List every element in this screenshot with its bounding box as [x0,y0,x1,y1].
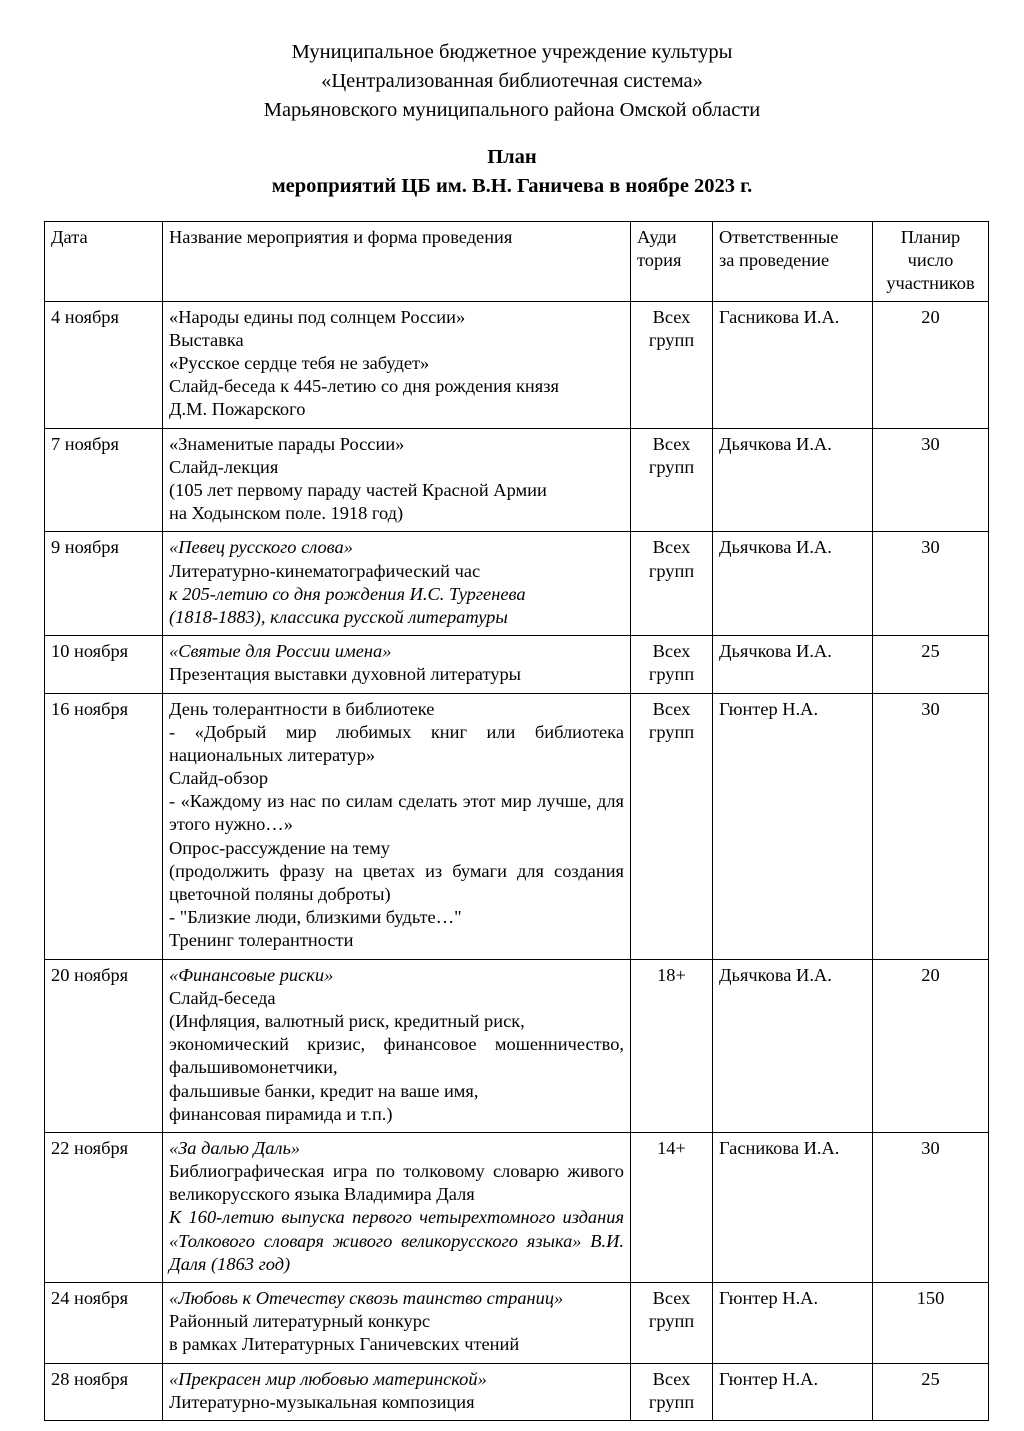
audience-line2: групп [648,1391,695,1412]
event-line: (105 лет первому параду частей Красной Армии [169,480,547,501]
table-row [45,959,989,1132]
event-line: Литературно-кинематографический час [169,560,481,581]
event-line: в рамках Литературных Ганичевских чтений [169,1334,520,1355]
event-line: - «Добрый мир любимых книг или библиотека национальных литератур» [169,721,624,765]
cell-event-name [163,1283,631,1364]
event-line: «Любовь к Отечеству сквозь таинство страниц» [169,1288,564,1309]
cell-audience [631,693,713,959]
cell-date: 20 ноября [45,959,163,1132]
event-line: Слайд-беседа к 445-летию со дня рождения князя [169,376,559,397]
event-line: День толерантности в библиотеке [169,698,435,719]
table-row [45,1363,989,1420]
cell-event-name [163,532,631,636]
cell-responsible: Гюнтер Н.А. [713,1283,873,1364]
event-line: финансовая пирамида и т.п.) [169,1103,393,1124]
title-line-1: План [487,146,537,169]
cell-date: 7 ноября [45,428,163,532]
event-line: Слайд-лекция [169,456,279,477]
event-line: Тренинг толерантности [169,930,354,951]
org-line-2: «Централизованная библиотечная система» [321,70,703,93]
cell-responsible: Дьячкова И.А. [713,428,873,532]
cell-audience [631,636,713,693]
column-header-planned-count [873,221,989,301]
table-row [45,636,989,693]
cell-responsible: Гасникова И.А. [713,1132,873,1282]
cell-planned-count: 20 [873,959,989,1132]
cell-audience [631,532,713,636]
column-header-audience-line2: тория [637,249,682,270]
cell-planned-count: 30 [873,693,989,959]
cell-date: 28 ноября [45,1363,163,1420]
column-header-name: Название мероприятия и форма проведения [163,221,631,301]
table-header-row [45,221,989,301]
audience-line1: Всех [652,641,691,662]
column-header-responsible [713,221,873,301]
cell-responsible: Гюнтер Н.А. [713,693,873,959]
audience-line1: Всех [652,306,691,327]
column-header-responsible-line2: за проведение [719,249,830,270]
event-line: - «Каждому из нас по силам сделать этот мир лучше, для этого нужно…» [169,791,624,835]
cell-event-name [163,301,631,428]
event-line: - "Близкие люди, близкими будьте…" [169,907,462,928]
column-header-date: Дата [45,221,163,301]
events-plan-table [44,221,989,1421]
audience-line1: Всех [652,537,691,558]
cell-event-name [163,636,631,693]
cell-date: 9 ноября [45,532,163,636]
event-line: «Певец русского слова» [169,537,353,558]
audience-line1: 18+ [657,964,686,985]
column-header-audience-line1: Ауди [637,226,677,247]
event-line: Библиографическая игра по толковому словарю живого великорусского языка Владимира Даля [169,1161,624,1205]
event-line: Опрос-рассуждение на тему [169,837,390,858]
event-line: Слайд-обзор [169,768,269,789]
cell-audience [631,959,713,1132]
audience-line2: групп [648,721,695,742]
cell-planned-count: 30 [873,532,989,636]
audience-line2: групп [648,560,695,581]
cell-responsible: Дьячкова И.А. [713,636,873,693]
audience-line2: групп [648,1311,695,1332]
audience-line2: групп [648,664,695,685]
cell-responsible: Дьячкова И.А. [713,532,873,636]
cell-event-name [163,1363,631,1420]
event-line: «Русское сердце тебя не забудет» [169,353,430,374]
audience-line1: 14+ [657,1137,686,1158]
event-line: К 160-летию выпуска первого четырехтомного издания «Толкового словаря живого великорусского языка» В.И. Даля (1863 год) [169,1207,624,1274]
cell-planned-count: 25 [873,636,989,693]
column-header-responsible-line1: Ответственные [719,226,839,247]
organization-header [40,38,984,125]
cell-date: 4 ноября [45,301,163,428]
event-line: Слайд-беседа [169,987,276,1008]
event-line: (Инфляция, валютный риск, кредитный риск, [169,1010,525,1031]
org-line-3: Марьяновского муниципального района Омской области [263,99,761,122]
event-line: на Ходынском поле. 1918 год) [169,503,404,524]
cell-audience [631,1283,713,1364]
event-line: (продолжить фразу на цветах из бумаги для создания цветочной поляны доброты) [169,860,624,905]
cell-date: 22 ноября [45,1132,163,1282]
cell-audience [631,1132,713,1282]
table-row [45,1283,989,1364]
audience-line1: Всех [652,433,691,454]
event-line: Презентация выставки духовной литературы [169,664,522,685]
cell-audience [631,1363,713,1420]
table-row [45,301,989,428]
table-row [45,428,989,532]
cell-event-name [163,1132,631,1282]
cell-date: 16 ноября [45,693,163,959]
cell-responsible: Дьячкова И.А. [713,959,873,1132]
event-line: «Народы едины под солнцем России» [169,306,466,327]
audience-line1: Всех [652,698,691,719]
event-line: «Святые для России имена» [169,641,392,662]
event-line: «Финансовые риски» [169,964,334,985]
event-line: Выставка [169,329,244,350]
cell-planned-count: 30 [873,1132,989,1282]
event-line: экономический кризис, финансовое мошенничество, фальшивомонетчики, [169,1034,624,1078]
audience-line2: групп [648,329,695,350]
cell-planned-count: 25 [873,1363,989,1420]
table-row [45,1132,989,1282]
column-header-audience [631,221,713,301]
audience-line1: Всех [652,1368,691,1389]
column-header-planned-line1: Планир [900,226,961,247]
title-line-2: мероприятий ЦБ им. В.Н. Ганичева в ноябре 2023 г. [271,175,753,198]
event-line: фальшивые банки, кредит на ваше имя, [169,1080,479,1101]
cell-planned-count: 20 [873,301,989,428]
cell-audience [631,428,713,532]
cell-event-name [163,428,631,532]
table-row [45,532,989,636]
cell-planned-count: 30 [873,428,989,532]
event-line: (1818-1883), классика русской литературы [169,606,508,627]
event-line: Д.М. Пожарского [169,399,306,420]
audience-line2: групп [648,456,695,477]
audience-line1: Всех [652,1288,691,1309]
cell-responsible: Гасникова И.А. [713,301,873,428]
event-line: Районный литературный конкурс [169,1311,431,1332]
document-title [40,143,984,200]
column-header-planned-line2: число [907,249,954,270]
table-row [45,693,989,959]
cell-event-name [163,693,631,959]
column-header-planned-line3: участников [886,272,975,293]
cell-audience [631,301,713,428]
cell-event-name [163,959,631,1132]
cell-planned-count: 150 [873,1283,989,1364]
event-line: «Прекрасен мир любовью материнской» [169,1368,487,1389]
event-line: к 205-летию со дня рождения И.С. Тургенева [169,583,526,604]
cell-date: 24 ноября [45,1283,163,1364]
cell-date: 10 ноября [45,636,163,693]
table-body [45,301,989,1420]
org-line-1: Муниципальное бюджетное учреждение культуры [291,41,733,63]
event-line: Литературно-музыкальная композиция [169,1391,475,1412]
event-line: «Знаменитые парады России» [169,433,405,454]
cell-responsible: Гюнтер Н.А. [713,1363,873,1420]
event-line: «За далью Даль» [169,1137,301,1158]
